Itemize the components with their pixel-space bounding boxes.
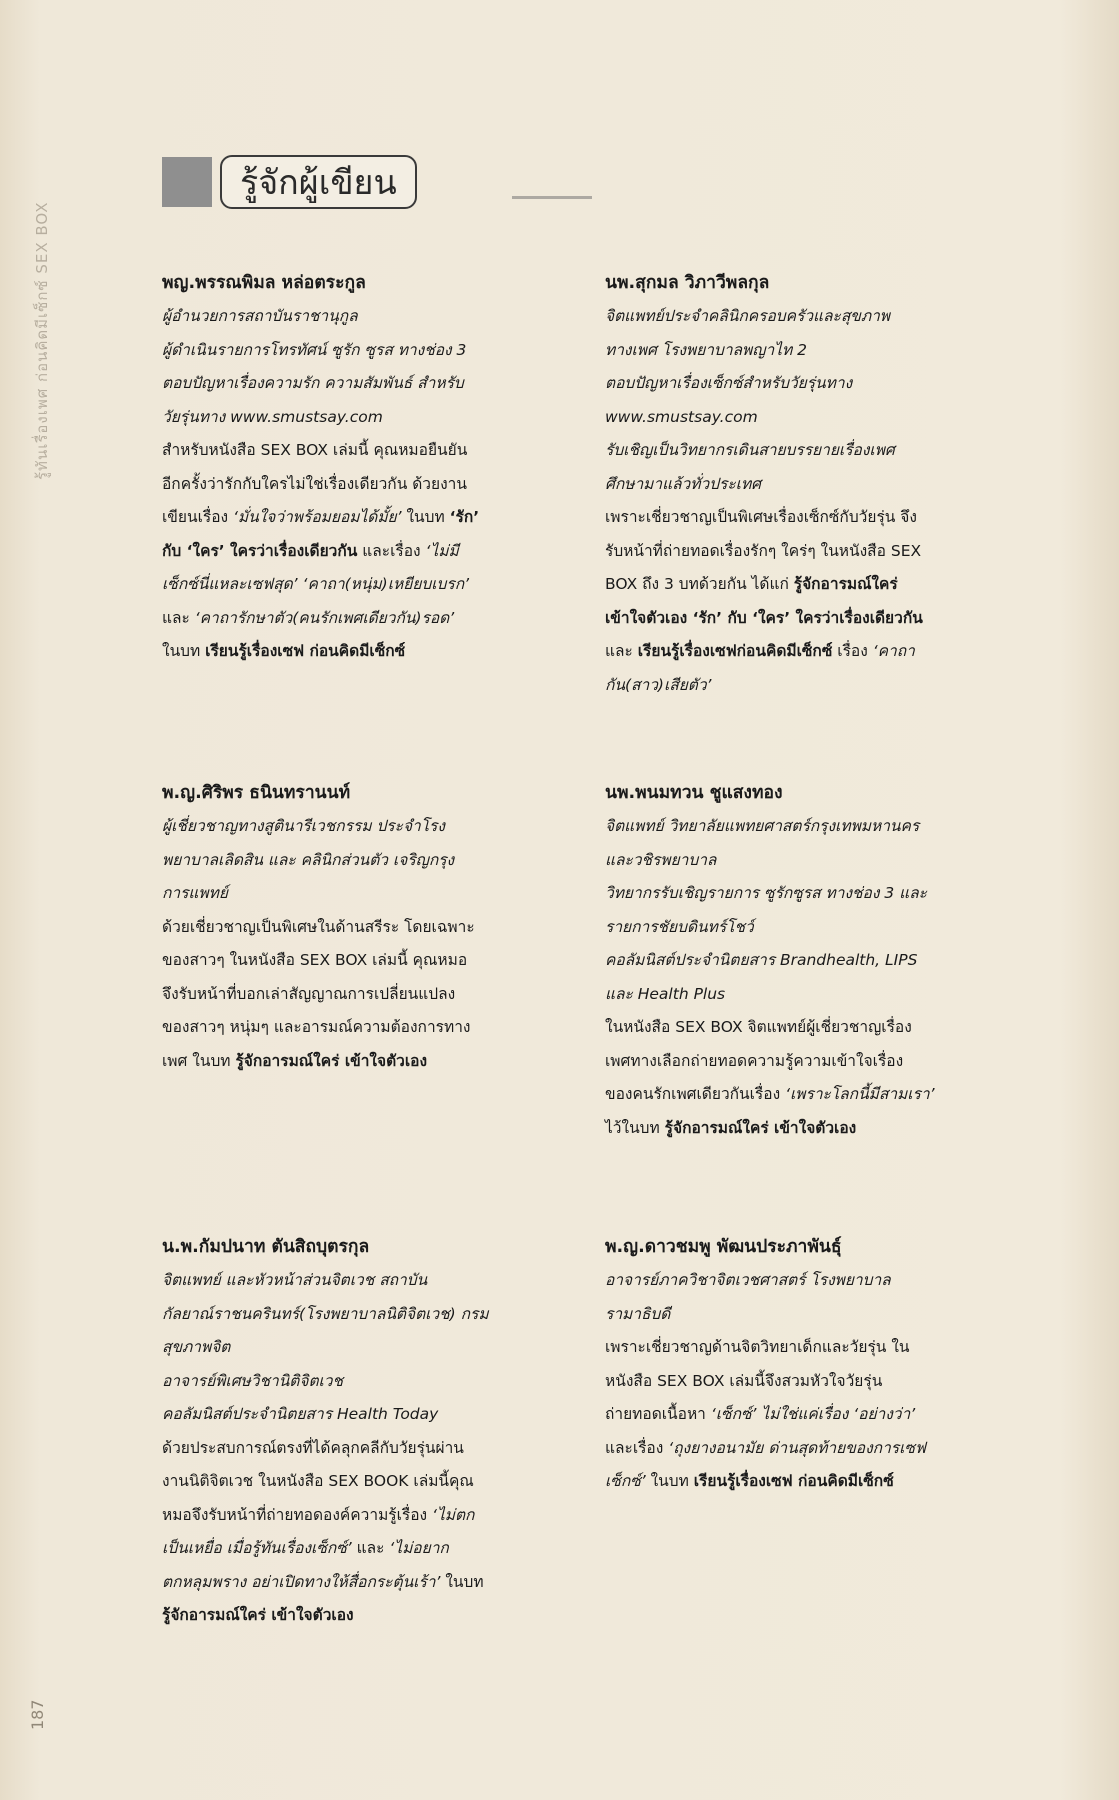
- chapter-reference: รู้จักอารมณ์ใคร่ เข้าใจตัวเอง: [162, 1606, 354, 1624]
- italic-text: ‘เซ็กซ์’ ไม่ใช่แค่เรื่อง ‘อย่างว่า’: [710, 1405, 916, 1423]
- italic-text: ‘คาถา: [872, 642, 915, 660]
- section-header: [162, 148, 417, 216]
- author-name: น.พ.กัมปนาท ตันสิถบุตรกุล: [162, 1237, 370, 1257]
- italic-text: สุขภาพจิต: [162, 1338, 231, 1356]
- body-text: ถ่ายทอดเนื้อหา: [605, 1405, 711, 1423]
- bio-line: [162, 635, 568, 669]
- italic-text: ‘ถุงยางอนามัย ด่านสุดท้ายของการเซฟ: [668, 1438, 926, 1457]
- body-text: เรื่อง: [832, 642, 873, 660]
- italic-text: ‘ไม่มี: [425, 541, 459, 560]
- header-square-decoration: [162, 157, 212, 207]
- italic-text: ผู้ดำเนินรายการโทรทัศน์ ซูรัก ซูรส ทางช่อง 3: [162, 340, 467, 359]
- italic-text: ทางเพศ โรงพยาบาลพญาไท 2: [605, 340, 807, 359]
- author-name: พญ.พรรณพิมล หล่อตระกูล: [162, 273, 366, 293]
- italic-text: รามาธิบดี: [605, 1304, 671, 1323]
- bio-line: [605, 602, 1011, 636]
- bio-line: [605, 1045, 1011, 1079]
- body-text: งานนิติจิตเวช ในหนังสือ SEX BOOK เล่มนี้คุณ: [162, 1472, 474, 1490]
- chapter-reference: เข้าใจตัวเอง ‘รัก’ กับ ‘ใคร’ ใครว่าเรื่องเดียวกัน: [605, 608, 923, 627]
- bio-line: [162, 844, 568, 878]
- italic-text: กัลยาณ์ราชนครินทร์(โรงพยาบาลนิติจิตเวช) กรม: [162, 1304, 489, 1323]
- body-text: ในบท: [645, 1472, 694, 1490]
- body-text: และเรื่อง: [357, 541, 426, 560]
- bio-line: [605, 1264, 1011, 1298]
- italic-text: อาจารย์ภาควิชาจิตเวชศาสตร์ โรงพยาบาล: [605, 1271, 891, 1289]
- italic-text: ‘คาถารักษาตัว(คนรักเพศเดียวกัน)รอด’: [194, 608, 455, 627]
- body-text: ด้วยประสบการณ์ตรงที่ได้คลุกคลีกับวัยรุ่นผ่าน: [162, 1438, 464, 1457]
- italic-text: วิทยากรรับเชิญรายการ ซูรักซูรส ทางช่อง 3 และ: [605, 884, 927, 902]
- running-header: รู้ทันเรื่องเพศ ก่อนคิดมีเซ็กซ์ SEX BOX: [33, 201, 51, 480]
- italic-text: และ Health Plus: [605, 984, 726, 1003]
- bio-line: [605, 300, 1011, 334]
- bio-line: [162, 877, 568, 911]
- bio-line: [162, 1365, 568, 1399]
- italic-text: จิตแพทย์ วิทยาลัยแพทยศาสตร์กรุงเทพมหานคร: [605, 817, 920, 835]
- bio-line: [162, 978, 568, 1012]
- italic-text: เซ็กซ์นี่แหละเซฟสุด’ ‘คาถา(หนุ่ม)เหยียบเบรก’: [162, 575, 470, 593]
- author-name: นพ.สุกมล วิภาวีพลกุล: [605, 273, 770, 293]
- body-text: ด้วยเชี่ยวชาญเป็นพิเศษในด้านสรีระ โดยเฉพาะ: [162, 917, 475, 936]
- italic-text: วัยรุ่นทาง www.smustsay.com: [162, 407, 383, 426]
- italic-text: การแพทย์: [162, 884, 228, 902]
- author-bio: [162, 778, 568, 1078]
- bio-line: [605, 844, 1011, 878]
- bio-line: [162, 1532, 568, 1566]
- italic-text: ‘ไม่อยาก: [389, 1539, 449, 1557]
- bio-line: [605, 635, 1011, 669]
- chapter-reference: เรียนรู้เรื่องเซฟ ก่อนคิดมีเซ็กซ์: [693, 1472, 894, 1490]
- italic-text: คอลัมนิสต์ประจำนิตยสาร Brandhealth, LIPS: [605, 951, 918, 969]
- body-text: ในบท: [401, 508, 450, 526]
- bio-line: [162, 568, 568, 602]
- bio-line: [605, 1465, 1011, 1499]
- chapter-reference: รู้จักอารมณ์ใคร่: [793, 575, 898, 593]
- bio-line: [605, 1331, 1011, 1365]
- italic-text: พยาบาลเลิดสิน และ คลินิกส่วนตัว เจริญกรุง: [162, 850, 455, 869]
- body-text: และ: [351, 1539, 390, 1557]
- body-text: ไว้ในบท: [605, 1118, 665, 1137]
- italic-text: ตอบปัญหาเรื่องเซ็กซ์สำหรับวัยรุ่นทาง: [605, 374, 853, 392]
- bio-line: [162, 535, 568, 569]
- italic-text: www.smustsay.com: [605, 407, 758, 426]
- italic-text: อาจารย์พิเศษวิชานิติจิตเวช: [162, 1371, 344, 1390]
- bio-line: [605, 1398, 1011, 1432]
- italic-text: รายการชัยบดินทร์โชว์: [605, 917, 754, 936]
- body-text: และ: [162, 608, 195, 627]
- body-text: หมอจึงรับหน้าที่ถ่ายทอดองค์ความรู้เรื่อง: [162, 1505, 433, 1524]
- body-text: ของสาวๆ หนุ่มๆ และอารมณ์ความต้องการทาง: [162, 1018, 471, 1036]
- chapter-reference: กับ ‘ใคร’ ใครว่าเรื่องเดียวกัน: [162, 541, 358, 560]
- bio-line: [605, 334, 1011, 368]
- bio-line: [605, 944, 1011, 978]
- bio-line: [605, 568, 1011, 602]
- chapter-reference: เรียนรู้เรื่องเซฟ ก่อนคิดมีเซ็กซ์: [205, 642, 406, 660]
- bio-line: [162, 434, 568, 468]
- italic-text: รับเชิญเป็นวิทยากรเดินสายบรรยายเรื่องเพศ: [605, 441, 895, 459]
- italic-text: เซ็กซ์’: [605, 1472, 646, 1490]
- italic-text: ศึกษามาแล้วทั่วประเทศ: [605, 474, 762, 493]
- author-name: พ.ญ.ศิริพร ธนินทรานนท์: [162, 783, 351, 803]
- bio-line: [605, 669, 1011, 703]
- italic-text: ผู้อำนวยการสถาบันราชานุกูล: [162, 307, 358, 325]
- bio-line: [162, 1045, 568, 1079]
- bio-line: [162, 1264, 568, 1298]
- bio-line: [162, 1432, 568, 1466]
- bio-line: [605, 978, 1011, 1012]
- body-text: รับหน้าที่ถ่ายทอดเรื่องรักๆ ใคร่ๆ ในหนังสือ SEX: [605, 541, 922, 560]
- body-text: จึงรับหน้าที่บอกเล่าสัญญาณการเปลี่ยนแปลง: [162, 984, 456, 1003]
- bio-line: [605, 468, 1011, 502]
- body-text: เพราะเชี่ยวชาญด้านจิตวิทยาเด็กและวัยรุ่น ใน: [605, 1338, 910, 1356]
- chapter-reference: ‘รัก’: [449, 508, 480, 526]
- body-text: ในบท: [162, 642, 206, 660]
- bio-line: [162, 334, 568, 368]
- body-text: เพศทางเลือกถ่ายทอดความรู้ความเข้าใจเรื่อง: [605, 1051, 904, 1070]
- bio-line: [162, 1011, 568, 1045]
- italic-text: ‘ไม่ตก: [432, 1505, 475, 1524]
- body-text: และเรื่อง: [605, 1438, 669, 1457]
- bio-line: [162, 1465, 568, 1499]
- body-text: ในหนังสือ SEX BOX จิตแพทย์ผู้เชี่ยวชาญเรื่อง: [605, 1018, 912, 1036]
- bio-line: [605, 911, 1011, 945]
- italic-text: ตอบปัญหาเรื่องความรัก ความสัมพันธ์ สำหรับ: [162, 374, 464, 392]
- bio-line: [605, 1365, 1011, 1399]
- author-bio: [162, 268, 568, 669]
- chapter-reference: รู้จักอารมณ์ใคร่ เข้าใจตัวเอง: [235, 1051, 428, 1070]
- bio-line: [162, 1298, 568, 1332]
- page-number: 187: [28, 1699, 47, 1730]
- body-text: เขียนเรื่อง: [162, 508, 233, 526]
- bio-line: [605, 1112, 1011, 1146]
- bio-line: [162, 1499, 568, 1533]
- bio-line: [605, 1432, 1011, 1466]
- chapter-reference: เรียนรู้เรื่องเซฟก่อนคิดมีเซ็กซ์: [637, 642, 833, 660]
- chapter-reference: รู้จักอารมณ์ใคร่ เข้าใจตัวเอง: [664, 1118, 857, 1137]
- bio-line: [162, 1331, 568, 1365]
- italic-text: ‘มั่นใจว่าพร้อมยอมได้มั้ย’: [233, 508, 402, 526]
- italic-text: และวชิรพยาบาล: [605, 850, 717, 869]
- bio-line: [162, 1398, 568, 1432]
- author-name: พ.ญ.ดาวชมพู พัฒนประภาพันธุ์: [605, 1237, 842, 1257]
- bio-line: [605, 401, 1011, 435]
- author-bio: [605, 268, 1011, 702]
- author-bio: [162, 1232, 568, 1633]
- bio-line: [162, 367, 568, 401]
- body-text: หนังสือ SEX BOX เล่มนี้จึงสวมหัวใจวัยรุ่น: [605, 1371, 883, 1390]
- body-text: ของสาวๆ ในหนังสือ SEX BOX เล่มนี้ คุณหมอ: [162, 951, 468, 969]
- italic-text: ตกหลุมพราง อย่าเปิดทางให้สื่อกระตุ้นเร้า’: [162, 1572, 441, 1591]
- bio-line: [162, 602, 568, 636]
- bio-line: [162, 300, 568, 334]
- body-text: อีกครั้งว่ารักกับใครไม่ใช่เรื่องเดียวกัน ด้วยงาน: [162, 474, 467, 493]
- author-bio: [605, 1232, 1011, 1499]
- bio-line: [605, 434, 1011, 468]
- italic-text: คอลัมนิสต์ประจำนิตยสาร Health Today: [162, 1405, 439, 1423]
- italic-text: ‘เพราะโลกนี้มีสามเรา’: [785, 1085, 935, 1103]
- bio-line: [162, 810, 568, 844]
- bio-line: [605, 367, 1011, 401]
- bio-line: [162, 468, 568, 502]
- body-text: และ: [605, 642, 638, 660]
- bio-line: [605, 535, 1011, 569]
- body-text: สำหรับหนังสือ SEX BOX เล่มนี้ คุณหมอยืนยัน: [162, 441, 468, 459]
- italic-text: เป็นเหยื่อ เมื่อรู้ทันเรื่องเซ็กซ์’: [162, 1539, 352, 1557]
- bio-line: [162, 1566, 568, 1600]
- body-text: ในบท: [440, 1572, 484, 1591]
- italic-text: ผู้เชี่ยวชาญทางสูตินารีเวชกรรม ประจำโรง: [162, 817, 445, 835]
- bio-line: [605, 1298, 1011, 1332]
- bio-line: [162, 501, 568, 535]
- bio-line: [605, 810, 1011, 844]
- body-text: BOX ถึง 3 บทด้วยกัน ได้แก่: [605, 575, 794, 593]
- body-text: ของคนรักเพศเดียวกันเรื่อง: [605, 1085, 786, 1103]
- author-name: นพ.พนมทวน ชูแสงทอง: [605, 783, 783, 803]
- bio-line: [162, 911, 568, 945]
- bio-line: [605, 1078, 1011, 1112]
- body-text: เพราะเชี่ยวชาญเป็นพิเศษเรื่องเซ็กซ์กับวัยรุ่น จึง: [605, 508, 917, 526]
- decorative-dash: [512, 196, 592, 199]
- italic-text: กัน(สาว)เสียตัว’: [605, 675, 712, 694]
- bio-line: [605, 1011, 1011, 1045]
- bio-line: [162, 401, 568, 435]
- italic-text: จิตแพทย์ และหัวหน้าส่วนจิตเวช สถาบัน: [162, 1271, 428, 1289]
- author-bio: [605, 778, 1011, 1145]
- page-title: รู้จักผู้เขียน: [220, 155, 417, 209]
- italic-text: จิตแพทย์ประจำคลินิกครอบครัวและสุขภาพ: [605, 307, 891, 325]
- bio-line: [605, 877, 1011, 911]
- bio-line: [162, 944, 568, 978]
- body-text: เพศ ในบท: [162, 1051, 236, 1070]
- bio-line: [605, 501, 1011, 535]
- bio-line: [162, 1599, 568, 1633]
